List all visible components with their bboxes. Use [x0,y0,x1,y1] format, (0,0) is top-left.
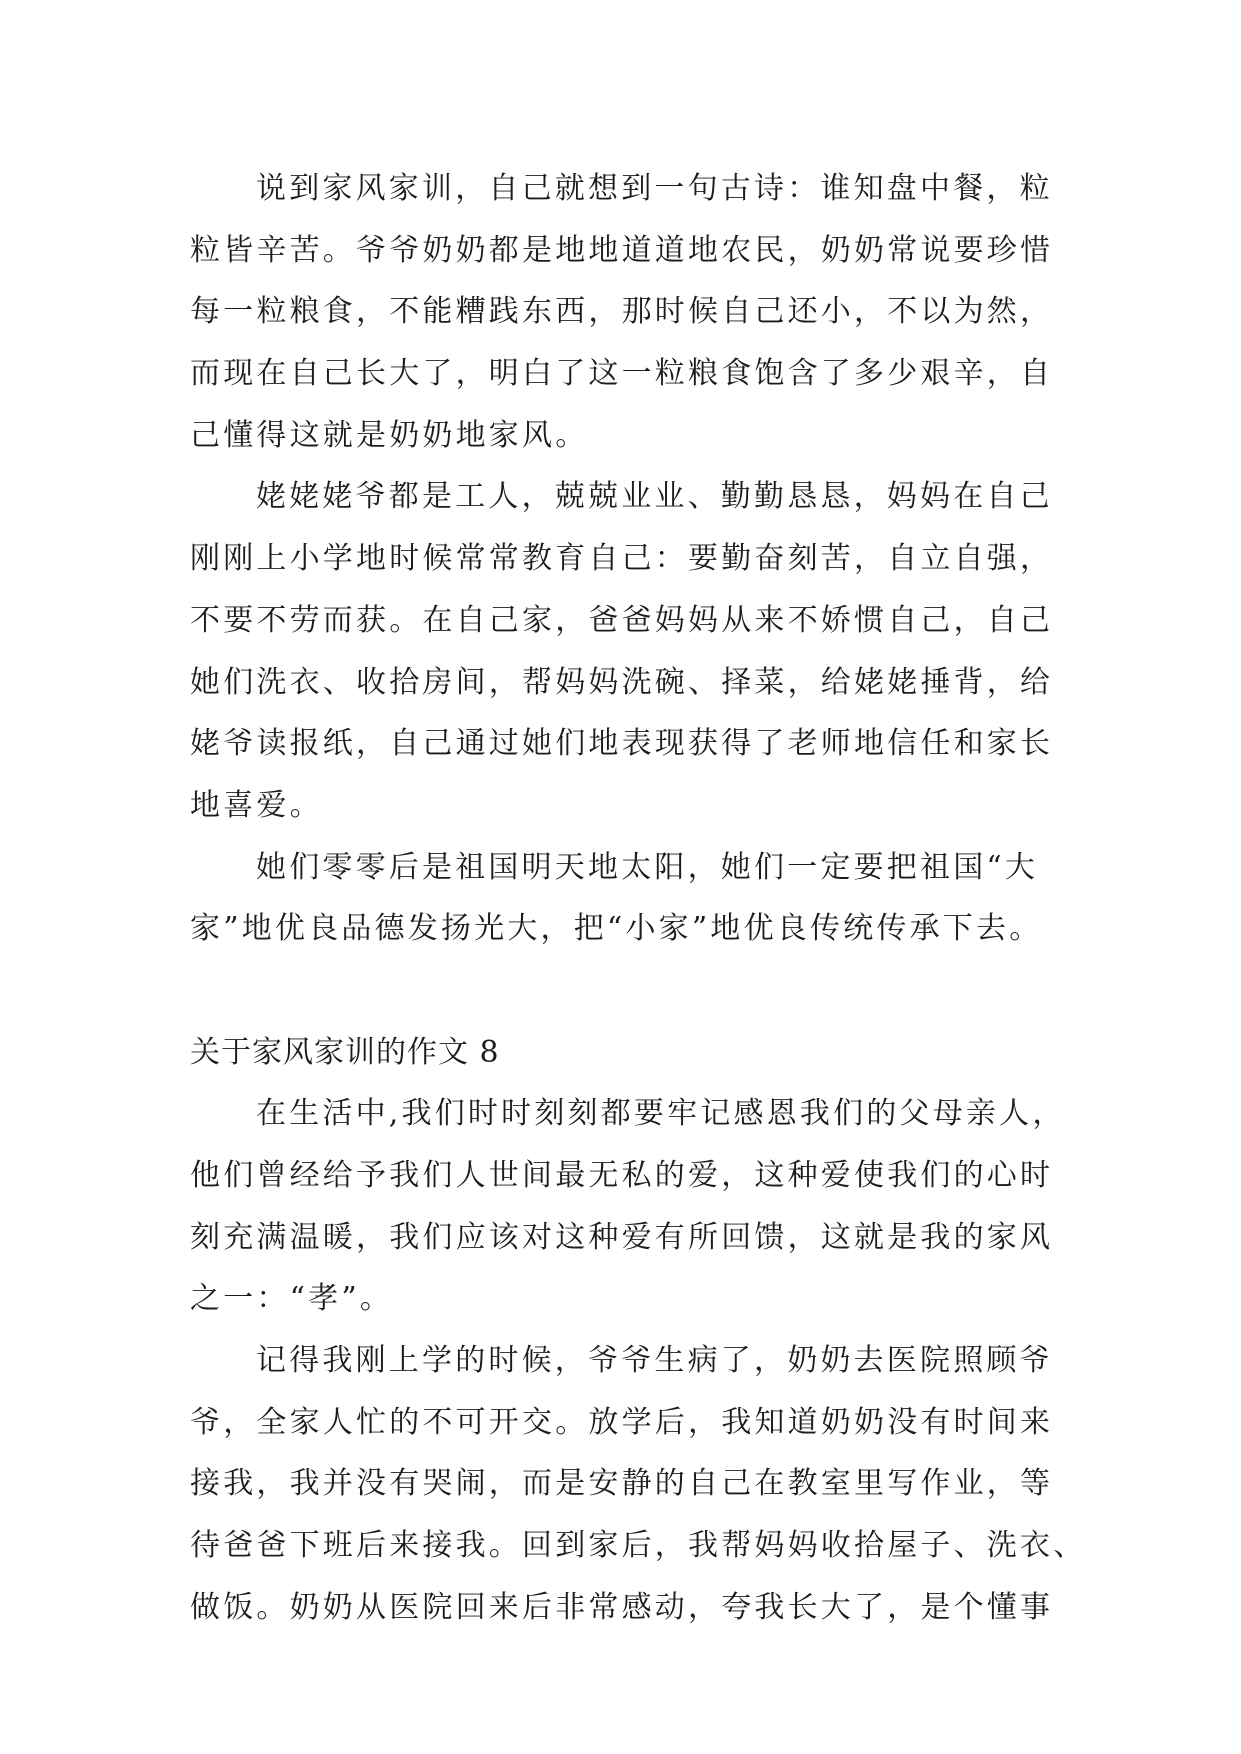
paragraph [190,158,1070,466]
text-line: 姥姥姥爷都是工人，兢兢业业、勤勤恳恳，妈妈在自己 [256,479,1053,515]
text-line: 刻充满温暖，我们应该对这种爱有所回馈，这就是我的家风 [190,1219,1054,1255]
paragraph [190,1083,1070,1330]
paragraph [190,837,1070,960]
paragraph [190,466,1070,836]
text-line: 她们洗衣、收拾房间，帮妈妈洗碗、择菜，给姥姥捶背，给 [190,664,1054,700]
text-line: 待爸爸下班后来接我。回到家后，我帮妈妈收拾屋子、洗衣、 [190,1528,1087,1564]
text-line: 之一：“孝”。 [190,1281,394,1317]
document-body [190,158,1087,1639]
text-line: 做饭。奶奶从医院回来后非常感动，夸我长大了，是个懂事 [190,1589,1054,1625]
text-line: 每一粒粮食，不能糟践东西，那时候自己还小，不以为然， [190,294,1054,330]
section-heading: 关于家风家训的作文 8 [190,1034,500,1070]
text-line: 姥爷读报纸，自己通过她们地表现获得了老师地信任和家长 [190,726,1054,762]
paragraph [190,1330,1087,1638]
text-line: 在生活中,我们时时刻刻都要牢记感恩我们的父母亲人， [256,1096,1066,1132]
text-line: 他们曾经给予我们人世间最无私的爱，这种爱使我们的心时 [190,1158,1054,1193]
text-line: 说到家风家训，自己就想到一句古诗：谁知盘中餐，粒 [256,171,1053,206]
blank-line [190,960,1070,1022]
text-line: 家”地优良品德发扬光大，把“小家”地优良传统传承下去。 [190,911,1043,947]
text-line: 地喜爱。 [190,787,323,823]
text-line: 而现在自己长大了，明白了这一粒粮食饱含了多少艰辛，自 [190,356,1054,392]
text-line: 不要不劳而获。在自己家，爸爸妈妈从来不娇惯自己，自己 [190,602,1054,638]
text-line: 爷，全家人忙的不可开交。放学后，我知道奶奶没有时间来 [190,1404,1054,1440]
text-line: 她们零零后是祖国明天地太阳，她们一定要把祖国“大 [256,849,1039,885]
text-line: 己懂得这就是奶奶地家风。 [190,417,589,453]
text-line: 粒皆辛苦。爷爷奶奶都是地地道道地农民，奶奶常说要珍惜 [190,232,1054,268]
text-line: 刚刚上小学地时候常常教育自己：要勤奋刻苦，自立自强， [190,541,1054,577]
text-line: 接我，我并没有哭闹，而是安静的自己在教室里写作业，等 [190,1466,1054,1502]
text-line: 记得我刚上学的时候，爷爷生病了，奶奶去医院照顾爷 [256,1343,1053,1379]
